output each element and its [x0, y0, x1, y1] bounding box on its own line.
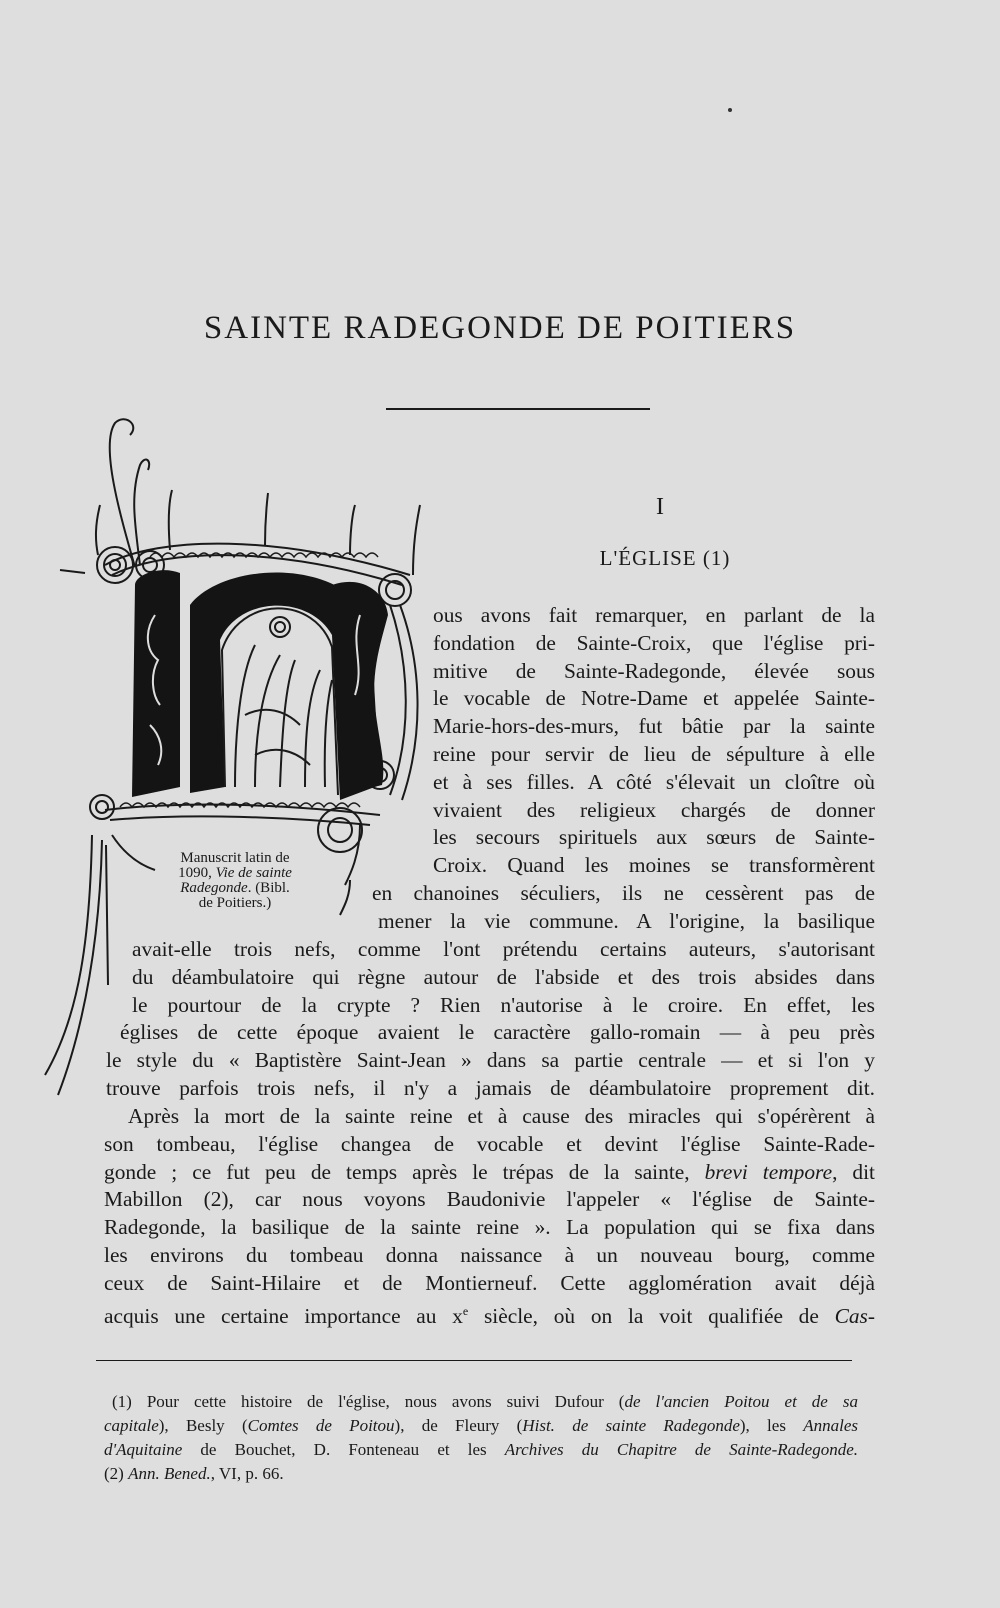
text-line: gonde ; ce fut peu de temps après le trépas de la sainte, brevi tempore, dit	[104, 1159, 876, 1184]
paragraph-wrap-block	[433, 602, 875, 880]
text-line: Croix. Quand les moines se transformèrent	[433, 853, 875, 878]
footnote-line: capitale), Besly (Comtes de Poitou), de Fleury (Hist. de sainte Radegonde), les Annales	[104, 1416, 858, 1435]
section-number: I	[656, 494, 664, 520]
text-line: trouve parfois trois nefs, il n'y a jamais de déambulatoire proprement dit.	[106, 1075, 875, 1100]
paragraph-mid-block	[372, 880, 875, 908]
text-line: reine pour servir de lieu de sépulture à elle	[433, 741, 875, 766]
text-line: avait-elle trois nefs, comme l'ont prétendu certains auteurs, s'autorisant	[132, 937, 875, 961]
text-line: Radegonde, la basilique de la sainte reine ». La population qui se fixa dans	[104, 1215, 875, 1240]
paper-speck	[728, 108, 732, 112]
page-title: SAINTE RADEGONDE DE POITIERS	[203, 310, 797, 346]
footnotes	[104, 1390, 858, 1486]
text-line: du déambulatoire qui règne autour de l'abside et des trois absides dans	[132, 964, 875, 989]
caption-line: Radegonde. (Bibl.	[180, 880, 290, 896]
text-line: ceux de Saint-Hilaire et de Montierneuf. Cette agglomération avait déjà	[104, 1270, 875, 1295]
footnote-divider	[96, 1360, 852, 1361]
text-line: le vocable de Notre-Dame et appelée Sainte-	[433, 686, 875, 711]
text-line: les environs du tombeau donna naissance à un nouveau bourg, comme	[104, 1242, 875, 1267]
text-line: mitive de Sainte-Radegonde, élevée sous	[433, 658, 875, 683]
paragraph-2	[104, 1103, 875, 1331]
section-title: L'ÉGLISE (1)	[599, 546, 731, 570]
text-line: Après la mort de la sainte reine et à cause des miracles qui s'opérèrent à	[128, 1104, 875, 1128]
text-line: églises de cette époque avaient le caractère gallo-romain — à peu près	[120, 1020, 875, 1044]
footnote-line: (2) Ann. Bened., VI, p. 66.	[104, 1464, 284, 1483]
paragraph-full-block-3	[106, 1047, 875, 1103]
footnote-line: d'Aquitaine de Bouchet, D. Fonteneau et les Archives du Chapitre de Sainte-Radegonde.	[104, 1440, 858, 1459]
text-line: son tombeau, l'église changea de vocable et devint l'église Sainte-Rade-	[104, 1131, 875, 1156]
text-line: fondation de Sainte-Croix, que l'église pri-	[433, 630, 875, 655]
text-line: Marie-hors-des-murs, fut bâtie par la sainte	[433, 714, 875, 739]
text-line: acquis une certaine importance au $x^e$ siècle, où on la voit qualifiée de Cas-	[104, 1303, 875, 1328]
text-line: en chanoines séculiers, ils ne cessèrent pas de	[372, 881, 875, 905]
illustration-caption	[150, 851, 320, 911]
caption-line: 1090, Vie de sainte	[178, 865, 292, 881]
footnote-line: (1) Pour cette histoire de l'église, nous avons suivi Dufour (de l'ancien Poitou et de sa	[112, 1392, 858, 1411]
text-line: vivaient des religieux chargés de donner	[433, 797, 875, 822]
text-line: ous avons fait remarquer, en parlant de la	[433, 603, 875, 627]
paragraph-full-block-2	[120, 1019, 875, 1047]
text-line: le style du « Baptistère Saint-Jean » dans sa partie centrale — et si l'on y	[106, 1048, 875, 1072]
paragraph-full-block	[132, 936, 875, 1019]
text-line: les secours spirituels aux sœurs de Sainte-	[433, 825, 875, 850]
title-divider	[386, 408, 650, 410]
caption-line: de Poitiers.)	[198, 895, 272, 911]
text-line: et à ses filles. A côté s'élevait un cloître où	[433, 769, 875, 794]
text-line: mener la vie commune. A l'origine, la basilique	[378, 909, 875, 933]
paragraph-mid-block-2	[378, 908, 875, 936]
text-line: le pourtour de la crypte ? Rien n'autorise à le croire. En effet, les	[132, 992, 875, 1017]
caption-line: Manuscrit latin de	[180, 850, 290, 866]
text-line: Mabillon (2), car nous voyons Baudonivie l'appeler « l'église de Sainte-	[104, 1187, 875, 1212]
